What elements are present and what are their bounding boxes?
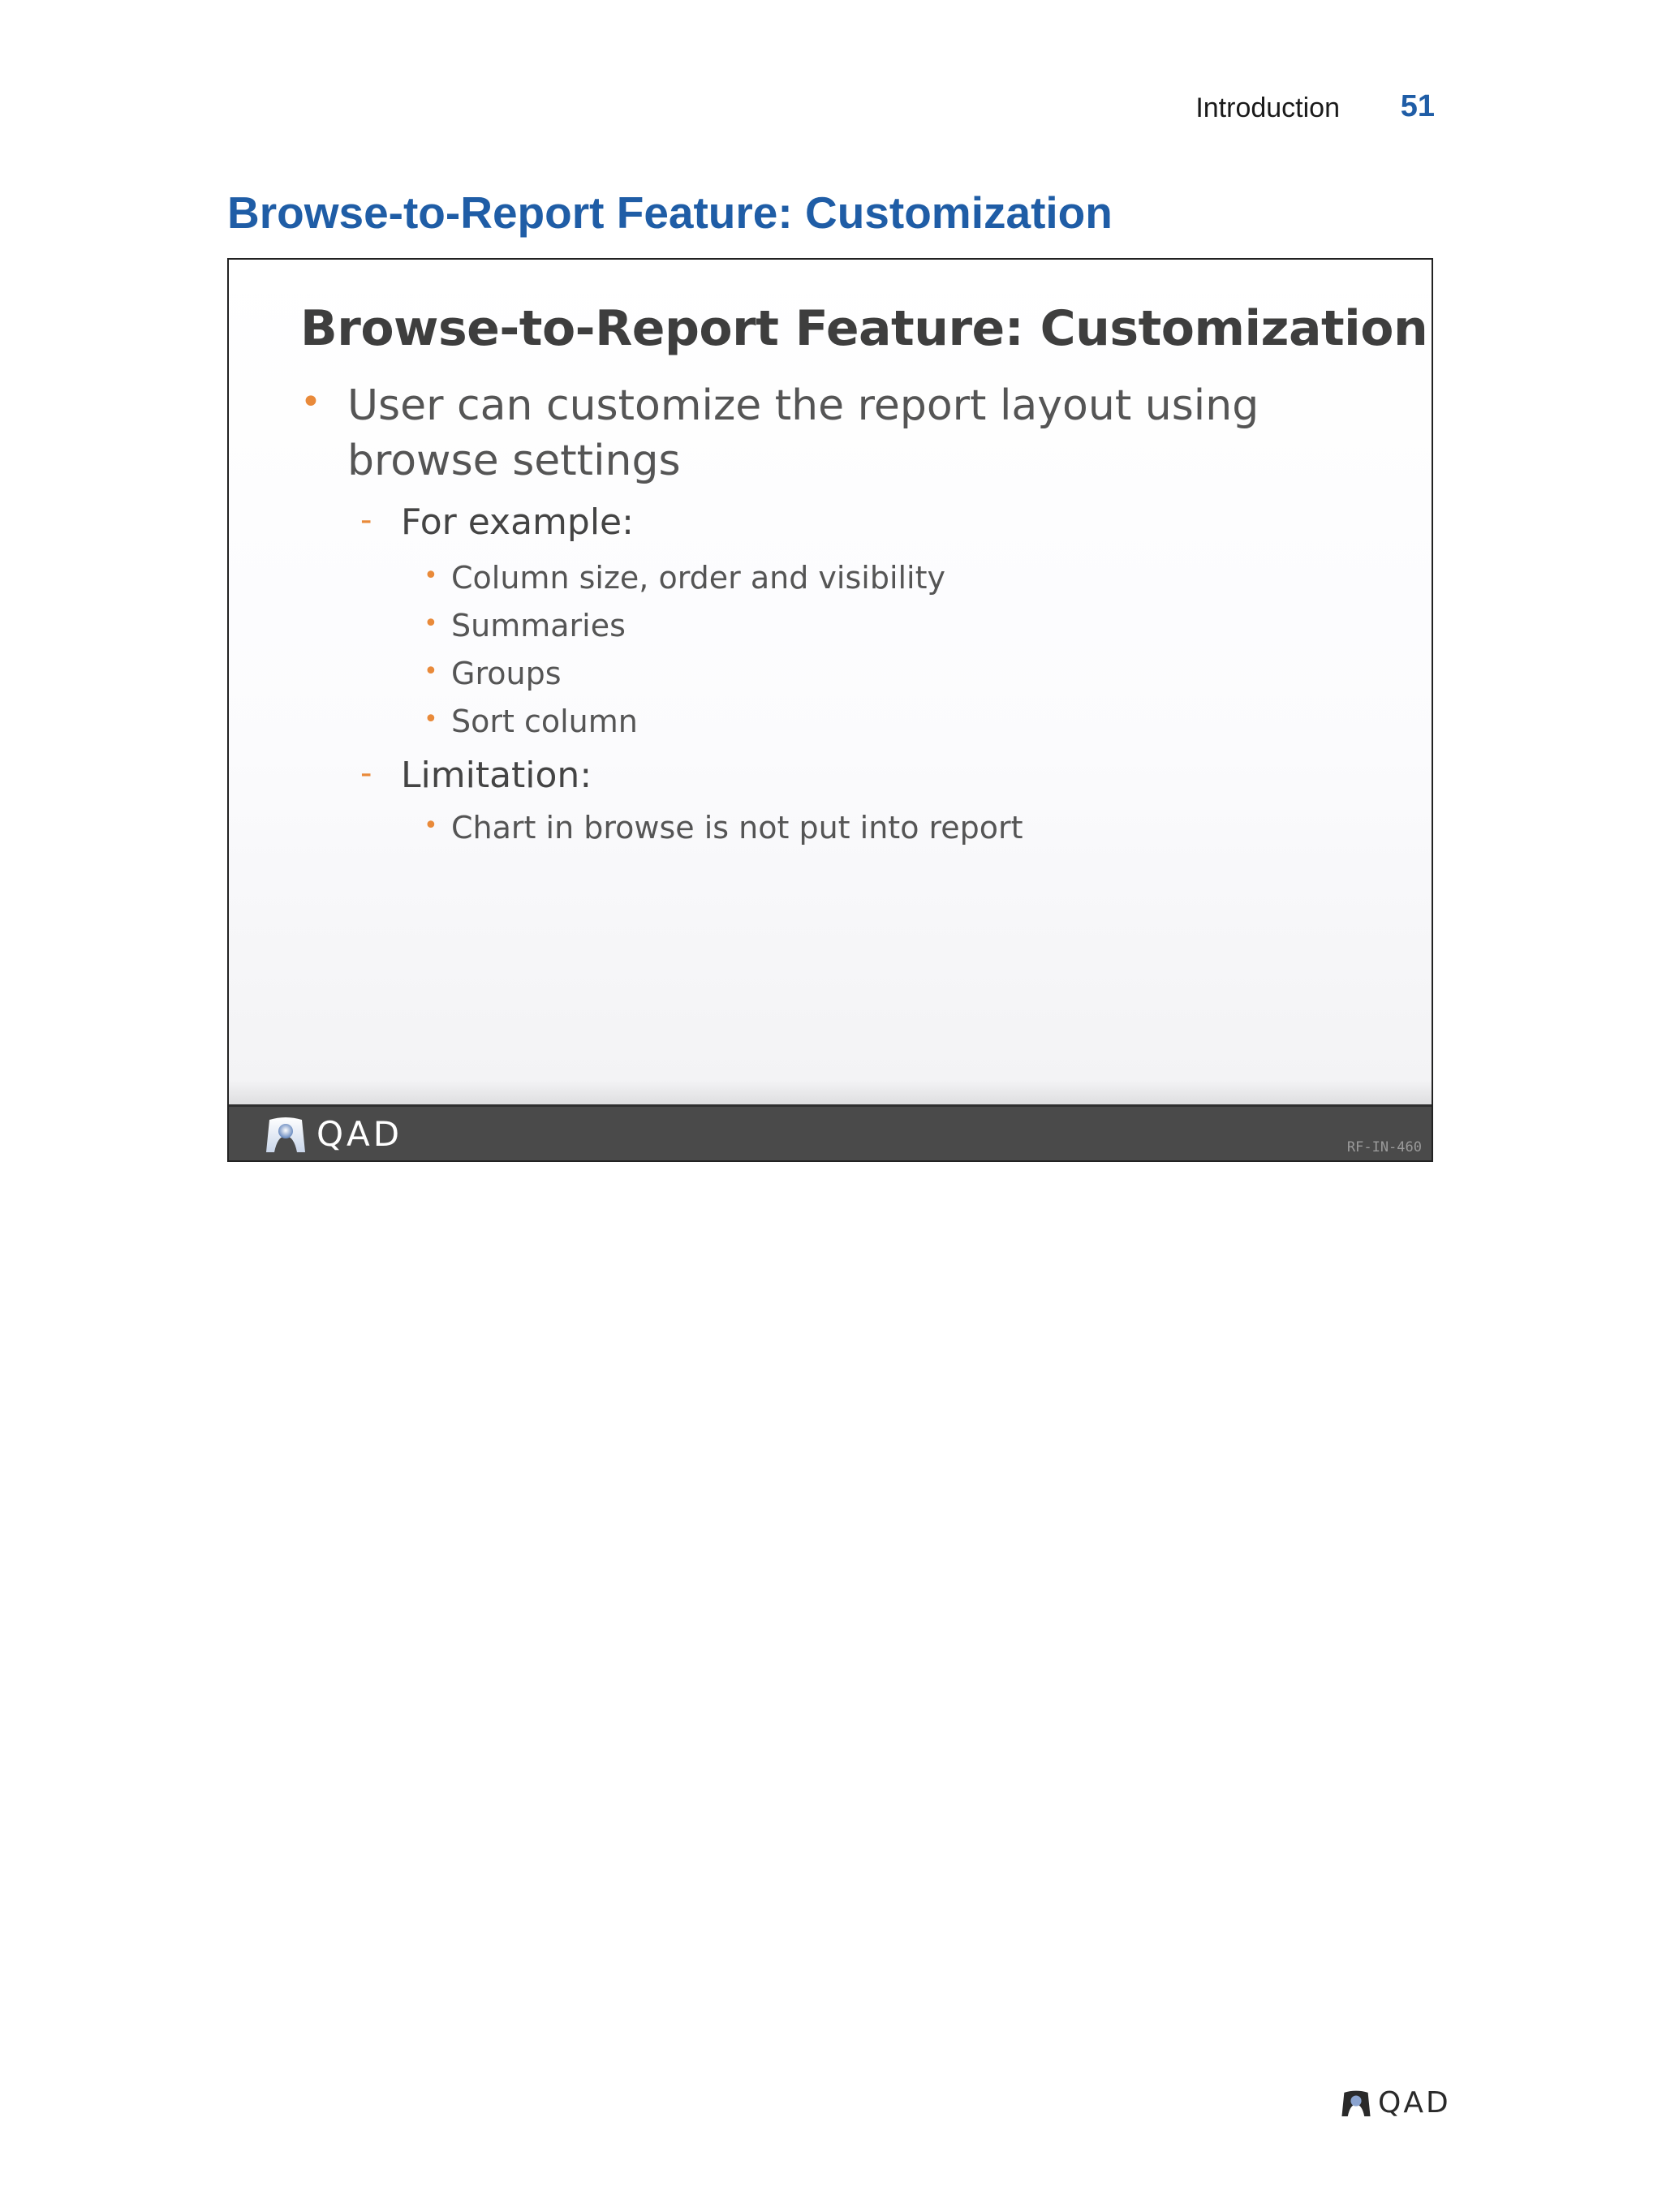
dash-mark: - bbox=[360, 755, 372, 792]
list-item bbox=[424, 810, 1023, 846]
sub-bullet-text: For example: bbox=[401, 501, 634, 543]
bullet-mark: • bbox=[424, 657, 438, 686]
list-item-text: Chart in browse is not put into report bbox=[451, 810, 1023, 846]
logo-text: QAD bbox=[1378, 2086, 1451, 2119]
sub-bullet-for-example bbox=[360, 501, 634, 543]
slide bbox=[227, 258, 1433, 1162]
qad-logo-icon bbox=[1341, 2089, 1371, 2117]
slide-footer bbox=[229, 1104, 1432, 1160]
section-name: Introduction bbox=[1195, 93, 1340, 123]
bullet-text: User can customize the report layout using bbox=[347, 381, 1259, 430]
slide-title: Browse-to-Report Feature: Customization bbox=[300, 300, 1428, 357]
list-item bbox=[424, 704, 638, 739]
page-title: Browse-to-Report Feature: Customization bbox=[227, 187, 1113, 238]
bullet-mark: • bbox=[300, 381, 321, 423]
page-logo bbox=[1341, 2087, 1451, 2119]
slide-footer-shadow bbox=[229, 1081, 1432, 1107]
dash-mark: - bbox=[360, 501, 372, 539]
list-item bbox=[424, 560, 946, 596]
bullet-main bbox=[300, 381, 1259, 430]
bullet-text: browse settings bbox=[347, 437, 681, 485]
list-item bbox=[424, 656, 562, 691]
bullet-main-continued bbox=[347, 437, 681, 485]
list-item bbox=[424, 608, 626, 643]
bullet-mark: • bbox=[424, 609, 438, 638]
list-item-text: Sort column bbox=[451, 704, 638, 739]
page-header bbox=[0, 89, 1435, 130]
list-item-text: Summaries bbox=[451, 608, 626, 643]
slide-code: RF-IN-460 bbox=[1346, 1139, 1422, 1155]
qad-logo-icon bbox=[265, 1117, 307, 1152]
slide-logo bbox=[265, 1114, 403, 1154]
bullet-mark: • bbox=[424, 562, 438, 590]
bullet-mark: • bbox=[424, 811, 438, 840]
list-item-text: Groups bbox=[451, 656, 562, 691]
sub-bullet-limitation bbox=[360, 755, 592, 796]
logo-text: QAD bbox=[316, 1114, 403, 1154]
page-number: 51 bbox=[1400, 89, 1435, 123]
sub-bullet-text: Limitation: bbox=[401, 755, 592, 796]
list-item-text: Column size, order and visibility bbox=[451, 560, 946, 596]
bullet-mark: • bbox=[424, 705, 438, 734]
